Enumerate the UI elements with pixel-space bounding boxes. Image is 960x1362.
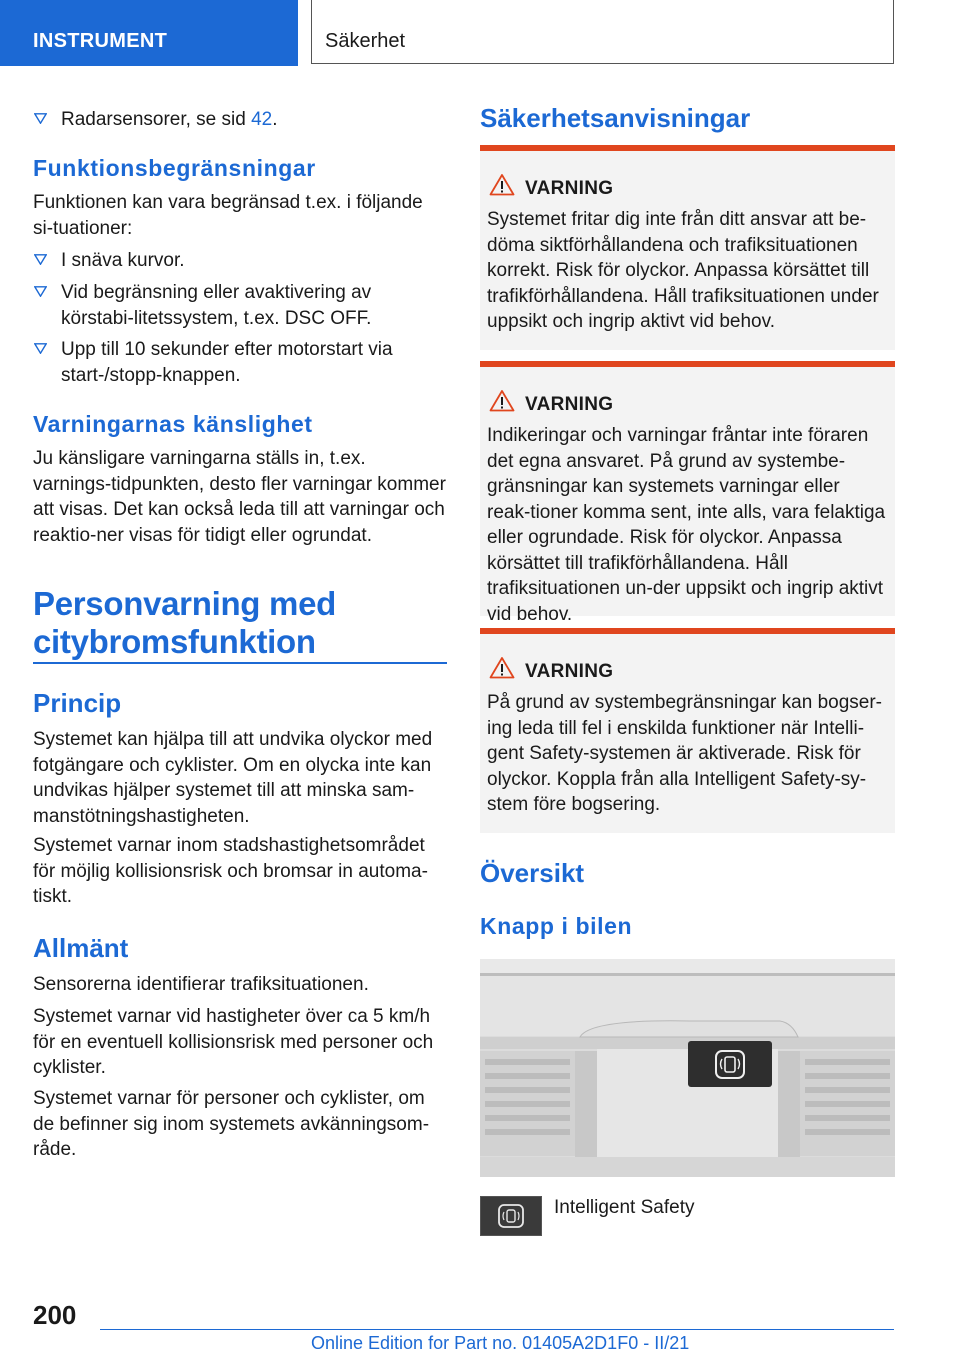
section-label: Säkerhet <box>325 30 406 52</box>
overview-heading: Översikt <box>480 858 585 888</box>
footer-divider <box>100 1329 894 1330</box>
warning-triangle-icon <box>489 173 515 196</box>
warning-text: På grund av systembegränsningar kan bogser-ing leda till fel i enskilda funktioner när Intelli-gent Safety-systemen är aktiverade. Risk för olyckor. Koppla från alla Intelligent Safety-sy-stem före bogsering. <box>487 692 883 815</box>
page-number: 200 <box>33 1300 77 1330</box>
car-button-photo <box>480 959 895 1177</box>
bullet-triangle-icon <box>34 343 47 354</box>
chapter-tab <box>0 0 298 66</box>
warning-box <box>480 145 895 350</box>
bullet-triangle-icon <box>34 254 47 265</box>
edition-note: Online Edition for Part no. 01405A2D1F0 - II/21 <box>311 1333 690 1353</box>
bullet-triangle-icon <box>34 286 47 297</box>
bullet-triangle-icon <box>34 113 47 124</box>
warning-text: Systemet fritar dig inte från ditt ansvar att be-döma siktförhållandena och trafiksituationen korrekt. Risk för olyckor. Anpassa körsättet till trafikförhållandena. Håll trafiksituationen under uppsikt och ingrip aktivt vid behov. <box>487 209 879 332</box>
chapter-label: INSTRUMENT <box>33 30 168 52</box>
button-legend-label: Intelligent Safety <box>554 1197 695 1218</box>
warning-label: VARNING <box>525 394 614 415</box>
warning-text: Indikeringar och varningar fråntar inte föraren det egna ansvaret. På grund av systembe-gränsningar kan systemets varningar eller reak-tioner komma sent, inte alls, vara felaktiga eller ogrundade. Risk för olyckor. Anpassa körsättet till trafikförhållandena. Håll trafiksituationen un-der uppsikt och ingrip aktivt vid behov. <box>487 425 886 625</box>
limits-item: Vid begränsning eller avaktivering av körstabi-litetssystem, t.ex. DSC OFF. <box>33 280 447 331</box>
general-paragraph: Sensorerna identifierar trafiksituationen. <box>33 974 369 995</box>
sensitivity-heading: Varningarnas känslighet <box>33 411 313 437</box>
limits-intro: Funktionen kan vara begränsad t.ex. i följande si-tuationer: <box>33 192 423 239</box>
limits-heading: Funktionsbegränsningar <box>33 155 316 181</box>
warning-label: VARNING <box>525 661 614 682</box>
safety-heading: Säkerhetsanvisningar <box>480 103 751 133</box>
warning-box <box>480 361 895 625</box>
general-heading: Allmänt <box>33 933 129 963</box>
principle-paragraph: Systemet kan hjälpa till att undvika olyckor med fotgängare och cyklister. Om en olycka inte kan undvikas hjälper systemet till att minska sam-manstötningshastigheten. <box>33 729 433 827</box>
intelligent-safety-button-icon <box>480 1196 542 1236</box>
principle-heading: Princip <box>33 688 122 718</box>
title-divider <box>33 662 447 664</box>
general-paragraph: Systemet varnar vid hastigheter över ca 5 km/h för en eventuell kollisionsrisk med personer och cyklister. <box>33 1006 434 1078</box>
main-title: Personvarning med citybromsfunktion <box>33 585 336 660</box>
limits-item: Upp till 10 sekunder efter motorstart via start-/stopp-knappen. <box>33 337 447 388</box>
bullet-radar: Radarsensorer, se sid 42. <box>33 107 475 133</box>
dashboard-illustration <box>480 959 895 1177</box>
warning-triangle-icon <box>489 389 515 412</box>
page-link-42[interactable]: 42 <box>251 109 273 130</box>
principle-paragraph: Systemet varnar inom stadshastighetsområdet för möjlig kollisionsrisk och bromsar in automa-tiskt. <box>33 835 428 907</box>
limits-item: I snäva kurvor. <box>33 248 447 274</box>
section-tab <box>311 0 894 64</box>
warning-box <box>480 628 895 833</box>
warning-label: VARNING <box>525 178 614 199</box>
warning-triangle-icon <box>489 656 515 679</box>
sensitivity-text: Ju känsligare varningarna ställs in, t.ex. varnings-tidpunkten, desto fler varningar kommer att visas. Det kan också leda till att varningar och reaktio-ner visas för tidigt eller ogrundat. <box>33 448 446 546</box>
general-paragraph: Systemet varnar för personer och cyklister, om de befinner sig inom systemets avkänningsom-råde. <box>33 1088 430 1160</box>
button-heading: Knapp i bilen <box>480 913 633 939</box>
